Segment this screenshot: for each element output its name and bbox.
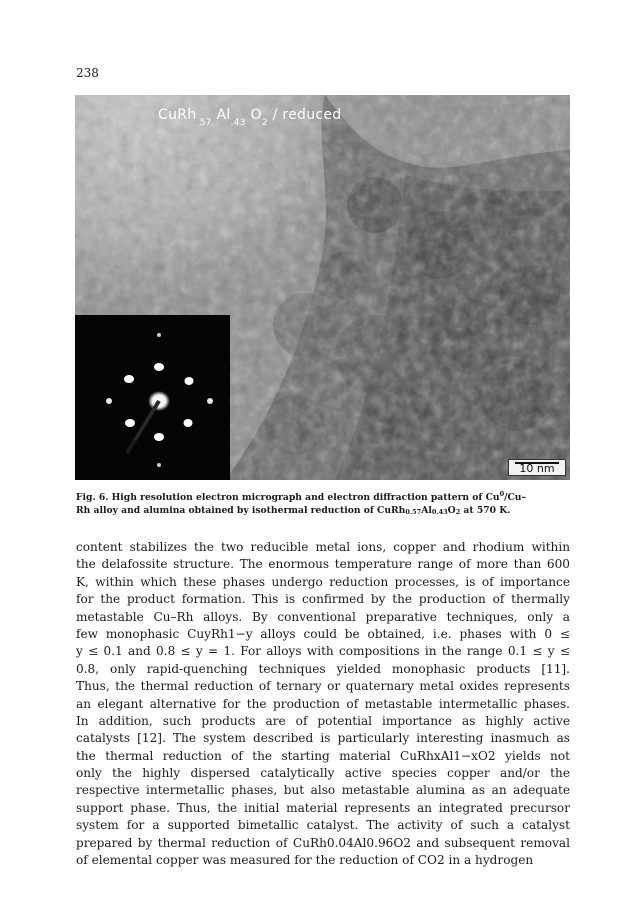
body-line: In addition, such products are of potential importance as highly active xyxy=(76,713,570,728)
body-line: an elegant alternative for the production of metastable intermetallic phases. xyxy=(76,696,570,711)
scale-bar-label: 10 nm xyxy=(519,462,555,475)
body-line: K, within which these phases undergo reduction processes, is of importance xyxy=(76,574,570,589)
body-line: respective intermetallic phases, but also metastable alumina as an adequate xyxy=(76,783,570,798)
diffraction-pattern-inset xyxy=(75,315,230,480)
scale-bar xyxy=(508,459,566,476)
body-line: of elemental copper was measured for the reduction of CO2 in a hydrogen xyxy=(76,853,534,868)
body-line: content stabilizes the two reducible metal ions, copper and rhodium within xyxy=(76,540,570,554)
page-number: 238 xyxy=(76,66,99,80)
body-line: Thus, the thermal reduction of ternary or quaternary metal oxides represents xyxy=(76,679,570,694)
body-line: the thermal reduction of the starting material CuRhxAl1−xO2 yields not xyxy=(76,748,570,763)
body-line: system for a supported bimetallic catalyst. The activity of such a catalyst xyxy=(76,818,570,833)
body-line: support phase. Thus, the initial material represents an integrated precursor xyxy=(76,800,570,815)
body-line: y ≤ 0.1 and 0.8 ≤ y = 1. For alloys with compositions in the range 0.1 ≤ y ≤ xyxy=(76,644,570,659)
body-line: prepared by thermal reduction of CuRh0.04Al0.96O2 and subsequent removal xyxy=(76,835,570,850)
figure-micrograph xyxy=(75,95,570,480)
micrograph-label: CuRh$_{.57}$ $Al_{.43}$ $O_2$ / reduced xyxy=(158,107,342,128)
body-paragraph xyxy=(76,539,570,869)
figure-caption: Fig. 6. High resolution electron micrograph and electron diffraction pattern of Cu$^0$/Cu– Rh alloy and alumina obtained by isothermal reduction of $CuRh_{0.57}Al_{0.43}O_2$ at 570 K. xyxy=(76,490,527,516)
body-line: few monophasic CuyRh1−y alloys could be obtained, i.e. phases with 0 ≤ xyxy=(76,626,570,641)
body-line: only the highly dispersed catalytically active species copper and/or the xyxy=(76,766,570,781)
body-line: metastable Cu–Rh alloys. By conventional preparative techniques, only a xyxy=(76,609,570,624)
body-line: the delafossite structure. The enormous temperature range of more than 600 xyxy=(76,557,570,572)
body-line: catalysts [12]. The system described is particularly interesting inasmuch as xyxy=(76,731,570,746)
body-line: for the product formation. This is confirmed by the production of thermally xyxy=(76,592,570,607)
body-line: 0.8, only rapid-quenching techniques yielded monophasic products [11]. xyxy=(76,661,570,676)
